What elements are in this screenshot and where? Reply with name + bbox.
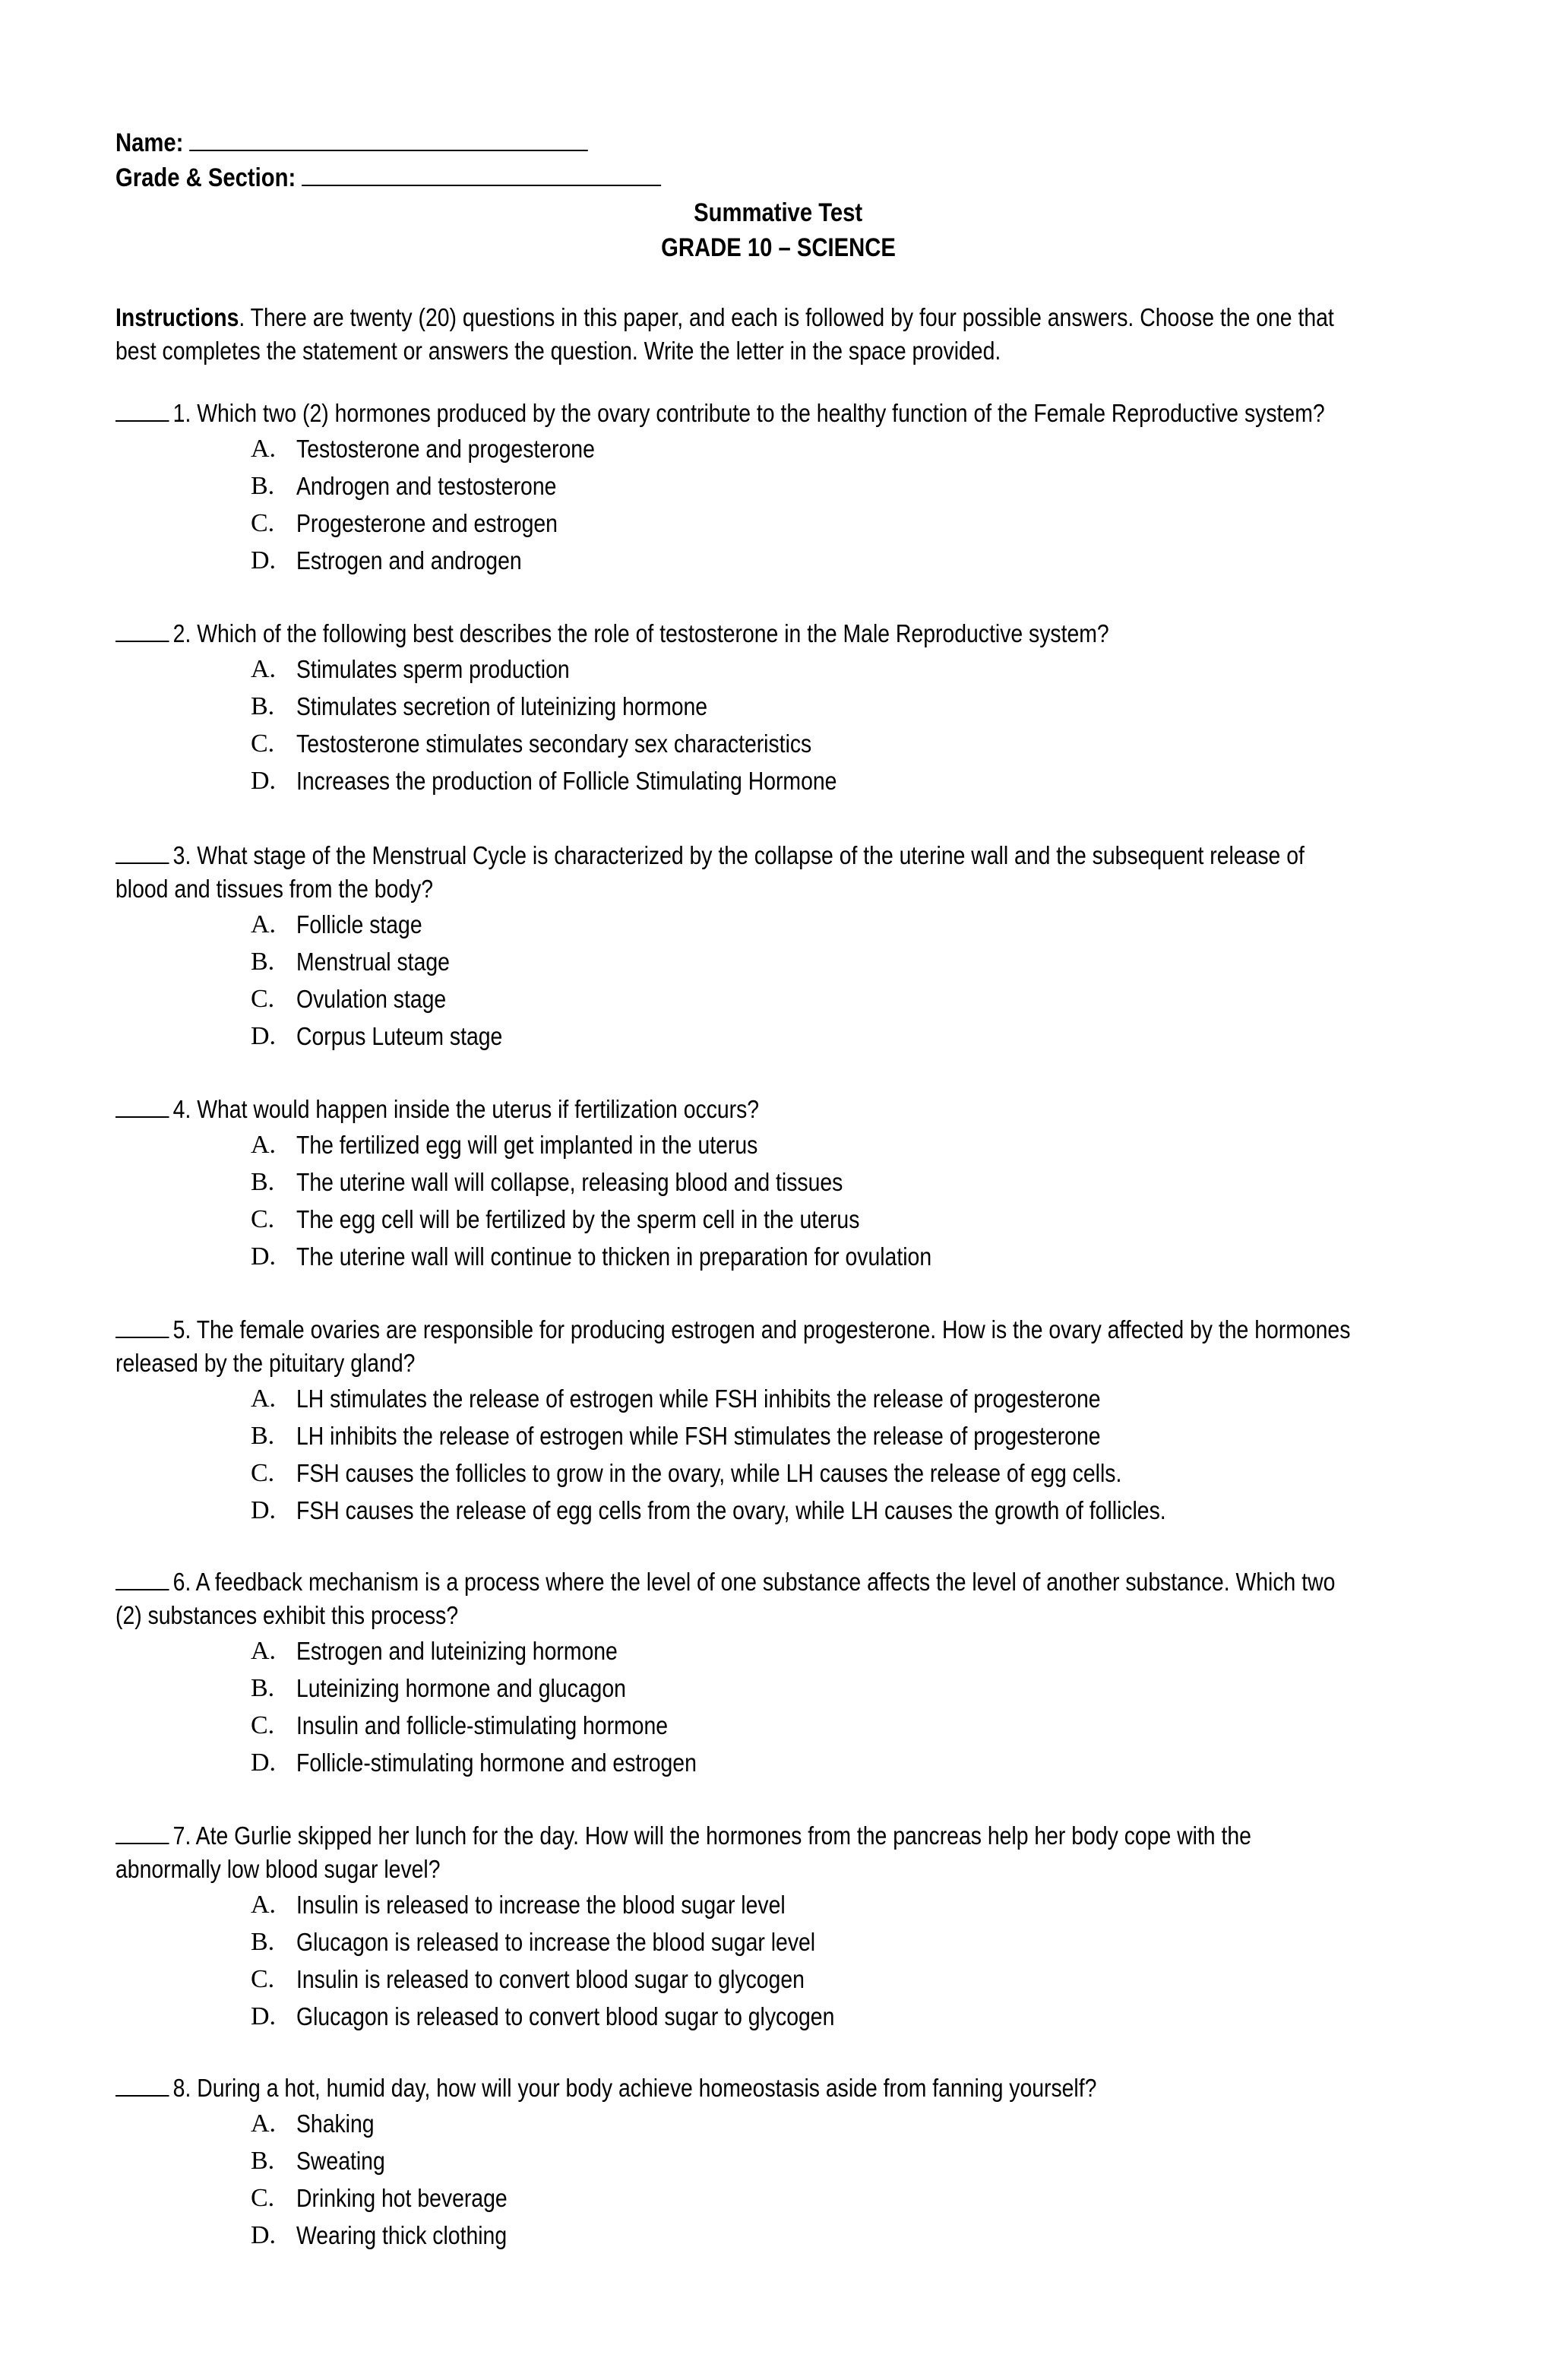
instructions	[115, 301, 1453, 368]
option-d	[115, 2217, 1468, 2254]
option-letter: B.	[251, 1168, 275, 1196]
option-letter: D.	[251, 2002, 277, 2030]
question-3	[115, 839, 1468, 1055]
option-text: Androgen and testosterone	[296, 472, 557, 500]
page-title: Summative Test	[693, 198, 863, 227]
option-text: Luteinizing hormone and glucagon	[296, 1674, 626, 1702]
answer-blank[interactable]	[115, 399, 169, 422]
option-letter: D.	[251, 1022, 277, 1050]
option-letter: A.	[251, 910, 277, 938]
option-letter: A.	[251, 1385, 277, 1413]
option-c	[115, 2179, 1468, 2217]
question-stem: 3. What stage of the Menstrual Cycle is characterized by the collapse of the uterine wall and the subsequent release of	[172, 841, 1305, 869]
answer-blank[interactable]	[115, 619, 169, 642]
option-letter: D.	[251, 1242, 277, 1271]
option-c	[115, 725, 1468, 762]
option-text: Estrogen and luteinizing hormone	[296, 1637, 618, 1665]
instructions-text-2: best completes the statement or answers the question. Write the letter in the space provided.	[115, 337, 1001, 365]
option-b	[115, 943, 1468, 980]
option-letter: A.	[251, 655, 277, 683]
question-2	[115, 617, 1468, 799]
option-text: LH stimulates the release of estrogen while FSH inhibits the release of progesterone	[296, 1385, 1101, 1413]
option-letter: A.	[251, 435, 277, 463]
option-letter: D.	[251, 2221, 277, 2249]
option-c	[115, 980, 1468, 1018]
answer-blank[interactable]	[115, 1315, 169, 1338]
option-text: Testosterone and progesterone	[296, 435, 595, 463]
option-letter: D.	[251, 767, 277, 795]
option-d	[115, 762, 1468, 799]
option-letter: A.	[251, 1131, 277, 1159]
option-a	[115, 650, 1468, 688]
option-c	[115, 1961, 1468, 1998]
grade-section-blank[interactable]	[302, 162, 661, 186]
question-stem-continued: released by the pituitary gland?	[115, 1349, 416, 1377]
grade-section-label: Grade & Section:	[115, 163, 296, 192]
option-text: The egg cell will be fertilized by the sperm cell in the uterus	[296, 1205, 860, 1233]
option-letter: C.	[251, 1459, 275, 1487]
question-stem: 5. The female ovaries are responsible for producing estrogen and progesterone. How is the ovary affected by the hormones	[172, 1315, 1351, 1343]
option-d	[115, 1018, 1468, 1055]
question-stem: 4. What would happen inside the uterus if fertilization occurs?	[172, 1095, 760, 1123]
option-b	[115, 688, 1468, 725]
option-text: FSH causes the release of egg cells from the ovary, while LH causes the growth of follicles.	[296, 1496, 1166, 1524]
option-text: Insulin is released to increase the blood sugar level	[296, 1891, 786, 1919]
question-stem: 2. Which of the following best describes the role of testosterone in the Male Reproductive system?	[172, 619, 1109, 647]
option-d	[115, 542, 1468, 579]
option-d	[115, 1744, 1468, 1781]
option-a	[115, 1380, 1468, 1417]
option-text: Testosterone stimulates secondary sex characteristics	[296, 730, 812, 758]
question-4	[115, 1093, 1468, 1275]
question-stem-continued: blood and tissues from the body?	[115, 875, 434, 903]
option-letter: B.	[251, 1928, 275, 1956]
option-letter: D.	[251, 1496, 277, 1524]
option-text: Stimulates sperm production	[296, 655, 570, 683]
option-letter: C.	[251, 1965, 275, 1993]
option-text: FSH causes the follicles to grow in the ovary, while LH causes the release of egg cells.	[296, 1459, 1122, 1487]
option-c	[115, 1201, 1468, 1238]
option-text: Drinking hot beverage	[296, 2184, 508, 2212]
option-letter: B.	[251, 1422, 275, 1450]
option-text: Glucagon is released to convert blood sugar to glycogen	[296, 2002, 835, 2030]
question-stem-continued: (2) substances exhibit this process?	[115, 1601, 459, 1629]
option-letter: C.	[251, 985, 275, 1013]
option-b	[115, 1417, 1468, 1454]
option-text: Ovulation stage	[296, 985, 447, 1013]
question-8	[115, 2071, 1468, 2254]
option-text: Estrogen and androgen	[296, 546, 522, 574]
option-b	[115, 2142, 1468, 2179]
option-text: The uterine wall will continue to thicken in preparation for ovulation	[296, 1242, 932, 1271]
option-text: Insulin is released to convert blood sugar to glycogen	[296, 1965, 805, 1993]
option-letter: B.	[251, 2147, 275, 2175]
option-a	[115, 1886, 1468, 1923]
option-text: Follicle stage	[296, 910, 422, 938]
option-d	[115, 1238, 1468, 1275]
option-text: Insulin and follicle-stimulating hormone	[296, 1711, 669, 1739]
option-text: Menstrual stage	[296, 948, 450, 976]
option-b	[115, 467, 1468, 505]
name-blank[interactable]	[190, 127, 589, 151]
option-letter: B.	[251, 692, 275, 720]
question-stem-continued: abnormally low blood sugar level?	[115, 1855, 441, 1883]
option-c	[115, 1707, 1468, 1744]
question-stem: 6. A feedback mechanism is a process where the level of one substance affects the level of another substance. Which two	[172, 1568, 1336, 1596]
option-text: Corpus Luteum stage	[296, 1022, 503, 1050]
option-letter: C.	[251, 2184, 275, 2212]
option-text: Glucagon is released to increase the blood sugar level	[296, 1928, 816, 1956]
option-letter: D.	[251, 546, 277, 574]
option-c	[115, 505, 1468, 542]
option-letter: C.	[251, 1205, 275, 1233]
option-text: LH inhibits the release of estrogen while FSH stimulates the release of progesterone	[296, 1422, 1101, 1450]
name-field	[115, 126, 665, 160]
answer-blank[interactable]	[115, 841, 169, 864]
option-letter: B.	[251, 948, 275, 976]
option-a	[115, 430, 1468, 467]
option-letter: C.	[251, 730, 275, 758]
answer-blank[interactable]	[115, 2074, 169, 2097]
answer-blank[interactable]	[115, 1095, 169, 1118]
option-letter: C.	[251, 1711, 275, 1739]
option-text: Sweating	[296, 2147, 385, 2175]
option-d	[115, 1492, 1468, 1529]
option-letter: A.	[251, 1637, 277, 1665]
option-text: The fertilized egg will get implanted in the uterus	[296, 1131, 758, 1159]
question-1	[115, 397, 1468, 579]
answer-blank[interactable]	[115, 1568, 169, 1590]
question-stem: 1. Which two (2) hormones produced by the ovary contribute to the healthy function of the Female Reproductive system?	[172, 399, 1325, 427]
option-letter: B.	[251, 1674, 275, 1702]
question-stem: 8. During a hot, humid day, how will your body achieve homeostasis aside from fanning yourself?	[172, 2074, 1097, 2102]
option-text: Follicle-stimulating hormone and estrogen	[296, 1749, 697, 1777]
option-c	[115, 1454, 1468, 1492]
grade-section-field	[115, 161, 750, 195]
option-text: Increases the production of Follicle Stimulating Hormone	[296, 767, 837, 795]
name-label: Name:	[115, 128, 184, 157]
question-stem: 7. Ate Gurlie skipped her lunch for the day. How will the hormones from the pancreas help her body cope with the	[172, 1821, 1251, 1850]
option-letter: D.	[251, 1749, 277, 1777]
instructions-label: Instructions	[115, 303, 239, 331]
option-a	[115, 906, 1468, 943]
option-a	[115, 1632, 1468, 1669]
option-letter: A.	[251, 2109, 277, 2138]
option-letter: A.	[251, 1891, 277, 1919]
option-text: The uterine wall will collapse, releasing blood and tissues	[296, 1168, 843, 1196]
option-text: Progesterone and estrogen	[296, 509, 558, 537]
question-6	[115, 1565, 1468, 1781]
page-subtitle: GRADE 10 – SCIENCE	[660, 233, 896, 262]
option-b	[115, 1669, 1468, 1707]
option-d	[115, 1998, 1468, 2035]
option-letter: B.	[251, 472, 275, 500]
option-text: Wearing thick clothing	[296, 2221, 508, 2249]
answer-blank[interactable]	[115, 1821, 169, 1844]
question-7	[115, 1819, 1468, 2035]
question-5	[115, 1313, 1468, 1529]
option-b	[115, 1163, 1468, 1201]
option-b	[115, 1923, 1468, 1961]
option-text: Stimulates secretion of luteinizing hormone	[296, 692, 708, 720]
option-text: Shaking	[296, 2109, 375, 2138]
option-letter: C.	[251, 509, 275, 537]
option-a	[115, 2105, 1468, 2142]
instructions-text-1: . There are twenty (20) questions in this paper, and each is followed by four possible answers. Choose the one that	[239, 303, 1334, 331]
option-a	[115, 1126, 1468, 1163]
